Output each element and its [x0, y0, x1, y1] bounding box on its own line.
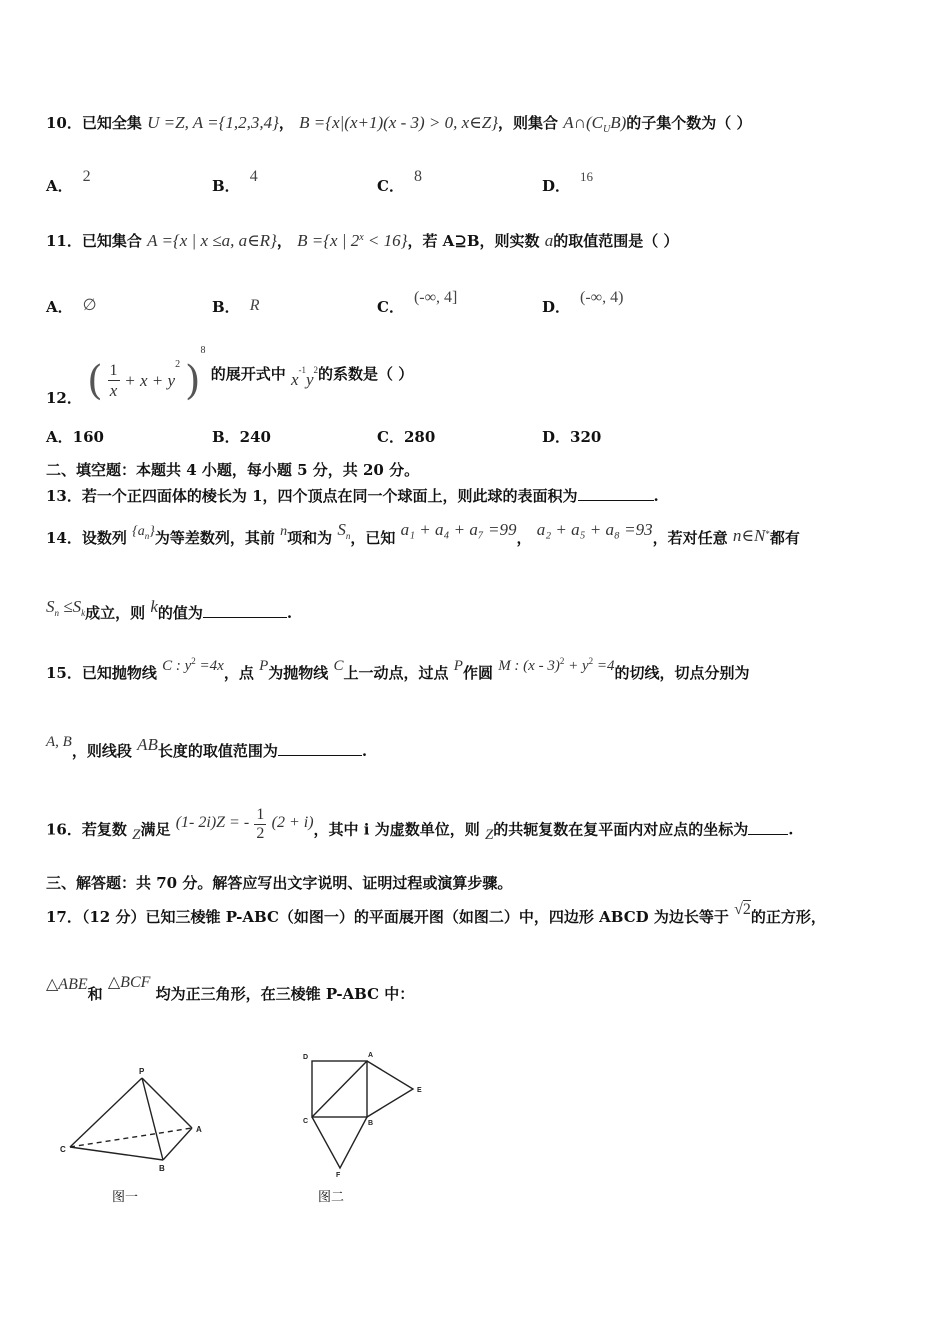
triangle-bcf	[312, 1117, 367, 1168]
q14-number: 14．	[46, 529, 82, 547]
label-c: C	[60, 1145, 66, 1154]
q15-stem: 15．已知抛物线 C : $y^2 =4x$，点 P为抛物线 C上一动点，过点 P作圆 M : $(x - 3)^2 + y^2 =4$的切线，切点分别为	[46, 656, 750, 682]
figure1-tetrahedron	[55, 1060, 215, 1180]
edge-pb	[142, 1078, 163, 1160]
triangle-abe	[367, 1061, 413, 1117]
q12-stem: 12． ( $\frac{1}{x}$ + $x + y^2$ )$^8$ 的展开式中 $x^{-1}y^2$的系数是（ ）	[46, 345, 414, 407]
q15-stem-line2: A, B，则线段 AB长度的取值范围为 .	[46, 734, 368, 760]
figure1-caption: 图一	[112, 1190, 139, 1205]
label-b: B	[368, 1120, 374, 1127]
q17-sqrt: √2	[734, 901, 751, 918]
edge-ca-hidden	[70, 1128, 192, 1147]
q15-number: 15．	[46, 664, 82, 682]
label-e: E	[417, 1087, 422, 1094]
label-a: A	[368, 1052, 374, 1059]
edge-pa	[142, 1078, 192, 1128]
q10-option-d[interactable]: D．16	[542, 169, 594, 195]
label-d: D	[303, 1054, 309, 1061]
q11-option-b[interactable]: B． R	[212, 297, 260, 316]
q14-stem: 14．设数列 $\{a_n\}$为等差数列，其前 n项和为 $S_n$，已知 a₁ + a₄ + a₇ =99， a₂ + a₅ + a₈ =93，若对任意 n∈N*都有	[46, 520, 800, 547]
label-a: A	[196, 1125, 202, 1134]
q16-answer-blank[interactable]	[748, 820, 788, 835]
section-solutions-heading: 三、解答题：共 70 分。解答应写出文字说明、证明过程或演算步骤。	[46, 874, 513, 892]
label-p: P	[139, 1067, 145, 1076]
q16-stem: 16．若复数 Z满足 (1- 2i)Z = - $\frac{1}{2}$ (2 + i)，其中 i 为虚数单位，则 Z的共轭复数在复平面内对应点的坐标为 .	[46, 806, 794, 843]
section-fill-in-heading: 二、填空题：本题共 4 小题，每小题 5 分，共 20 分。	[46, 461, 420, 479]
q10-number: 10．	[46, 114, 82, 132]
q12-option-b[interactable]: B．240	[212, 428, 271, 446]
q13-number: 13．	[46, 487, 82, 505]
q13-answer-blank[interactable]	[578, 486, 654, 501]
q16-fraction: $\frac{1}{2}$	[256, 806, 265, 842]
q15-answer-blank[interactable]	[278, 741, 362, 756]
q14-answer-blank[interactable]	[203, 603, 287, 618]
q12-option-a[interactable]: A．160	[46, 428, 104, 446]
q10-stem: 10．已知全集 U =Z, A ={1,2,3,4}， B ={x|(x+1)(x - 3) > 0, x∈Z}，则集合 $A\cap(C_UB)$的子集个数为（ ）	[46, 113, 752, 135]
q12-option-c[interactable]: C．280	[377, 428, 436, 446]
diagonal-ca	[312, 1061, 367, 1117]
q17-stem-line2: △ABE和 △BCF 均为正三角形，在三棱锥 P-ABC 中：	[46, 974, 415, 1003]
q10-option-a[interactable]: A．2	[46, 168, 91, 195]
q13-stem: 13．若一个正四面体的棱长为 1，四个顶点在同一个球面上，则此球的表面积为 .	[46, 487, 659, 505]
q10-option-c[interactable]: C．8	[377, 168, 422, 195]
q11-number: 11．	[46, 232, 82, 250]
figure2-caption: 图二	[318, 1190, 345, 1205]
label-f: F	[336, 1172, 341, 1179]
q17-number: 17．	[46, 908, 82, 926]
q14-stem-line2: $S_n \le S_k$成立，则 k的值为 .	[46, 597, 293, 622]
q12-expression: ( $\frac{1}{x}$ + $x + y^2$ )$^8$	[87, 345, 206, 404]
q11-option-d[interactable]: D．(-∞, 4)	[542, 289, 624, 316]
label-b: B	[159, 1164, 165, 1173]
edge-pc	[70, 1078, 142, 1147]
q10-math-set-b: B ={x|(x+1)(x - 3) > 0, x∈Z}	[299, 113, 499, 132]
q12-number: 12．	[46, 389, 82, 407]
q11-option-c[interactable]: C．(-∞, 4]	[377, 289, 458, 316]
q10-option-b[interactable]: B．4	[212, 168, 258, 195]
q16-number: 16．	[46, 820, 82, 839]
q11-stem: 11．已知集合 A ={x | x ≤a, a∈R}， B ={x | $2^x < 16$}，若 A⊇B，则实数 a的取值范围是（ ）	[46, 231, 679, 250]
q11-option-a[interactable]: A． ∅	[46, 297, 97, 316]
label-c: C	[303, 1118, 309, 1125]
q12-option-d[interactable]: D．320	[542, 428, 602, 446]
q10-math-universal-set: U =Z, A ={1,2,3,4}	[147, 113, 279, 132]
figure2-net	[295, 1045, 435, 1180]
edge-ba	[163, 1128, 192, 1160]
q17-stem: 17．（12 分）已知三棱锥 P-ABC（如图一）的平面展开图（如图二）中，四边形 ABCD 为边长等于 √2的正方形，	[46, 901, 826, 926]
edge-cb	[70, 1147, 163, 1160]
